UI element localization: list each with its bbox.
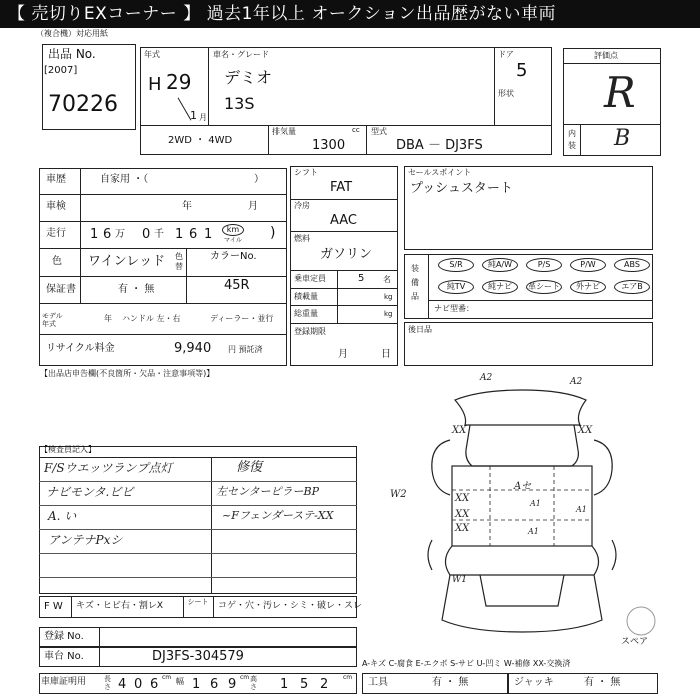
cert-digit: 9 <box>228 677 237 692</box>
tools-value: 有 ・ 無 <box>432 677 469 688</box>
damage-mark: W2 <box>390 489 407 500</box>
fuel-value: ガソリン <box>320 247 373 262</box>
rear-bumper-outline <box>455 390 586 425</box>
right-front-fender <box>612 540 616 570</box>
color-code-label: カラーNo. <box>210 251 257 262</box>
cert-digit: 1 <box>280 677 289 692</box>
lot-number: 70226 <box>48 92 118 117</box>
score-label: 評価点 <box>594 51 618 60</box>
capacity-value: 5 <box>358 273 365 284</box>
equipment-item: 革シート <box>526 280 562 294</box>
inspector-note: F/Sウエッツランプ点灯 <box>44 461 173 475</box>
jack-label: ジャッキ <box>514 677 554 688</box>
page-banner: 【 売切りEXコーナー 】 過去1年以上 オークション出品歴がない車両 <box>0 0 700 28</box>
cert-unit: cm <box>343 674 353 681</box>
mileage-close-paren: ) <box>270 225 276 241</box>
equipment-item: P/S <box>526 258 562 272</box>
cert-width-label: 幅 <box>176 677 184 686</box>
mileage-unit-man: 万 <box>115 229 125 240</box>
inspector-note: ~Fフェンダーステ-XX <box>222 509 334 522</box>
history-close: ） <box>254 174 264 185</box>
displacement-label: 排気量 <box>272 127 296 136</box>
model-code-value: DBA － DJ3FS <box>396 138 483 153</box>
inspector-note: 左センターピラーBP <box>216 485 320 498</box>
roof-outline <box>452 466 592 546</box>
cert-height-label: 高さ <box>250 675 257 691</box>
damage-mark: A1 <box>528 527 539 536</box>
warranty-value: 有 ・ 無 <box>118 284 155 295</box>
damage-mark: XX <box>452 425 467 436</box>
cert-label: 車庫証明用 <box>41 677 87 687</box>
warranty-label: 保証書 <box>46 284 76 295</box>
displacement-unit: cc <box>352 126 360 134</box>
right-rear-fender <box>594 440 612 495</box>
cert-length-label: 長さ <box>104 675 111 691</box>
damage-mark: XX <box>455 523 470 534</box>
model-year-era: H <box>148 74 162 95</box>
fuel-label: 燃料 <box>294 234 310 243</box>
equipment-item: 純ナビ <box>482 280 518 294</box>
mileage-digit: 6 <box>189 227 198 242</box>
cert-digit: 0 <box>134 677 143 692</box>
car-name-value: デミオ <box>224 68 273 87</box>
subtitle: （複合機）対応用紙 <box>36 29 108 38</box>
left-rear-fender <box>432 440 450 495</box>
equipment-item: 純A/W <box>482 258 518 272</box>
recycle-value: 9,940 <box>174 341 212 356</box>
fw-value: キズ・ヒビ右・割レX <box>76 601 163 611</box>
recycle-unit: 円 預託済 <box>228 345 263 354</box>
mileage-digit: 0 <box>142 227 151 242</box>
registration-row <box>39 627 357 647</box>
tools-label: 工具 <box>368 677 388 688</box>
fw-label: F W <box>44 601 63 612</box>
history-label: 車歴 <box>46 174 66 185</box>
shift-label: シフト <box>294 168 318 177</box>
ac-label: 冷房 <box>294 201 310 210</box>
damage-mark: XX <box>578 425 593 436</box>
drive-type: 2WD ・ 4WD <box>168 135 233 146</box>
damage-mark: Aセ <box>514 481 532 492</box>
mileage-unit-sen: 千 <box>154 229 164 240</box>
damage-mark: A1 <box>576 505 587 514</box>
inspector-note: A. い <box>48 509 77 523</box>
damage-diagram <box>410 370 680 650</box>
cert-unit: cm <box>162 674 172 681</box>
cert-digit: 4 <box>118 677 127 692</box>
sales-point-box <box>404 166 653 250</box>
cert-unit: cm <box>240 674 250 681</box>
model-month-unit: 月 <box>199 113 207 122</box>
model-row-year: 年 <box>104 314 112 323</box>
windshield-outline <box>445 546 598 575</box>
color-change-label: 色替 <box>175 252 183 271</box>
mileage-digit: 1 <box>90 227 99 242</box>
cert-digit: 6 <box>210 677 219 692</box>
jack-value: 有 ・ 無 <box>584 677 621 688</box>
chassis-value: DJ3FS-304579 <box>152 649 244 664</box>
navi-model-label: ナビ型番： <box>434 304 474 313</box>
inspection-month: 月 <box>248 201 258 212</box>
lot-label: 出品 No. <box>48 47 96 61</box>
gross-label: 総重量 <box>294 309 318 318</box>
model-year-value: 29 <box>166 70 192 94</box>
ac-value: AAC <box>330 213 357 228</box>
doors-label: ドア <box>498 50 514 59</box>
shift-value: FAT <box>330 180 353 195</box>
equipment-item: エアB <box>614 280 650 294</box>
middle-data-block <box>290 166 398 366</box>
damage-mark: A2 <box>480 373 493 383</box>
trunk-outline <box>466 425 579 466</box>
mileage-digit: 6 <box>103 227 112 242</box>
interior-label: 内装 <box>568 129 576 150</box>
cert-digit: 2 <box>320 677 329 692</box>
declaration-label: 【出品店申告欄(不良箇所・欠品・注意事項等)】 <box>40 369 215 378</box>
inspection-label: 車検 <box>46 201 66 212</box>
doors-value: 5 <box>516 60 528 81</box>
inspector-note: ナビモンタ.ビビ <box>46 485 134 499</box>
inspector-note: アンテナPxシ <box>48 533 123 547</box>
spare-label: スペア <box>621 637 649 647</box>
capacity-unit: 名 <box>383 275 391 284</box>
equipment-item: 純TV <box>438 280 474 294</box>
spare-tire-icon <box>627 607 655 635</box>
color-value: ワインレッド <box>88 254 166 269</box>
history-value: 自家用 ・（ <box>100 174 149 185</box>
inspector-note: 修復 <box>236 460 263 475</box>
postwork-label: 後日品 <box>408 325 432 334</box>
model-row-handle: ハンドル 左・右 <box>122 314 181 323</box>
model-row-dealer: ディーラー・並行 <box>210 314 274 323</box>
cert-digit: 6 <box>150 677 159 692</box>
hood-inner <box>480 575 564 606</box>
damage-mark: XX <box>455 509 470 520</box>
equipment-label: 装備品 <box>411 264 419 301</box>
model-code-label: 型式 <box>371 127 387 136</box>
load-unit: kg <box>384 293 393 301</box>
damage-legend: A-キズ C-腐食 E-エクボ S-サビ U-凹ミ W-補修 XX-交換済 <box>362 659 571 668</box>
inspection-year: 年 <box>182 201 192 212</box>
mileage-km-circle: km <box>222 224 244 236</box>
sales-point-label: セールスポイント <box>408 168 472 177</box>
postwork-box <box>404 322 653 366</box>
fw-items: コゲ・穴・汚レ・シミ・破レ・スレ <box>218 601 363 611</box>
mileage-digit: 1 <box>175 227 184 242</box>
damage-mark: XX <box>455 493 470 504</box>
interior-value: B <box>614 126 631 151</box>
model-month-value: 1 <box>190 109 197 122</box>
left-front-fender <box>428 540 432 570</box>
car-name-label: 車名・グレード <box>213 50 269 59</box>
model-row-label: モデル年式 <box>42 312 63 328</box>
load-label: 積載量 <box>294 292 318 301</box>
mileage-digit: 1 <box>204 227 213 242</box>
reg-period-day: 日 <box>381 349 391 360</box>
model-year-label: 年式 <box>144 50 160 59</box>
reg-period-month: 月 <box>338 349 348 360</box>
equipment-item: 外ナビ <box>570 280 606 294</box>
damage-mark: A2 <box>570 377 583 387</box>
car-grade-value: 13S <box>224 94 255 113</box>
equipment-item: ABS <box>614 258 650 272</box>
mileage-mile-label: マイル <box>224 237 242 244</box>
recycle-label: リサイクル料金 <box>46 343 115 354</box>
sales-point-value: プッシュスタート <box>410 181 513 196</box>
damage-mark: W1 <box>452 575 467 585</box>
equipment-item: P/W <box>570 258 606 272</box>
roof-label: シート <box>187 598 209 606</box>
cert-digit: 1 <box>192 677 201 692</box>
reg-period-label: 登録期限 <box>294 327 326 336</box>
equipment-item: S/R <box>438 258 474 272</box>
capacity-label: 乗車定員 <box>294 274 326 283</box>
mileage-label: 走行 <box>46 228 66 239</box>
color-label: 色 <box>52 256 62 267</box>
inspector-label: 【検査員記入】 <box>40 445 96 454</box>
registration-label: 登録 No. <box>44 631 84 642</box>
displacement-value: 1300 <box>312 138 346 153</box>
score-value: R <box>604 68 636 117</box>
gross-unit: kg <box>384 310 393 318</box>
damage-mark: A1 <box>530 499 541 508</box>
cert-digit: 5 <box>300 677 309 692</box>
chassis-label: 車台 No. <box>44 651 84 662</box>
shape-label: 形状 <box>498 89 514 98</box>
lot-year-tag: [2007] <box>44 65 78 76</box>
color-code-value: 45R <box>224 278 250 293</box>
